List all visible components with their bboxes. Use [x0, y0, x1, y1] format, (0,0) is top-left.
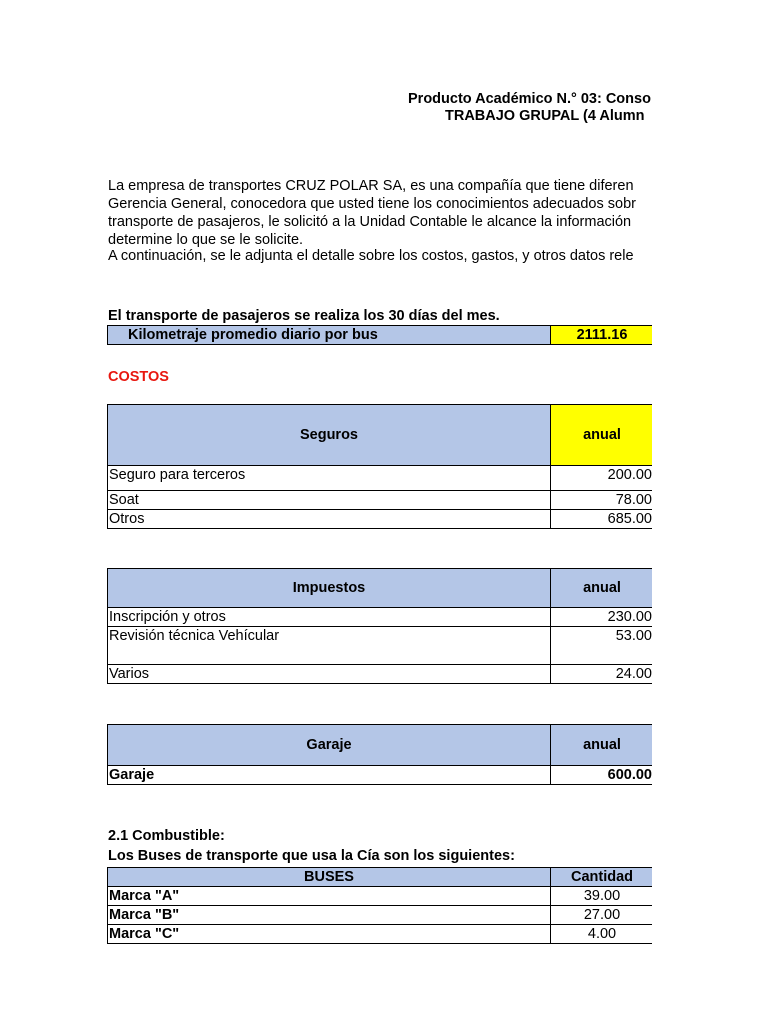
intro-line-1: La empresa de transportes CRUZ POLAR SA, es una compañía que tiene diferen: [108, 178, 634, 194]
fuel-heading: 2.1 Combustible:: [108, 828, 225, 844]
garaje-row-label: Garaje: [108, 766, 551, 785]
seguros-row-value: 78.00: [551, 491, 653, 510]
seguros-row-value: 685.00: [551, 510, 653, 529]
impuestos-table: [107, 568, 652, 684]
impuestos-row-value: 53.00: [551, 627, 653, 665]
seguros-row-label: Otros: [108, 510, 551, 529]
seguros-row-label: Soat: [108, 491, 551, 510]
seguros-header: Seguros: [108, 405, 551, 466]
bus-quantity: 4.00: [551, 925, 653, 944]
impuestos-row-value: 24.00: [551, 665, 653, 684]
bus-brand-label: Marca "B": [108, 906, 551, 925]
bus-brand-label: Marca "A": [108, 887, 551, 906]
impuestos-row-label: Varios: [108, 665, 551, 684]
km-value: 2111.16: [551, 326, 653, 345]
seguros-table: [107, 404, 652, 529]
transport-note: El transporte de pasajeros se realiza los 30 días del mes.: [108, 308, 500, 324]
bus-brand-label: Marca "C": [108, 925, 551, 944]
fuel-subheading: Los Buses de transporte que usa la Cía son los siguientes:: [108, 848, 515, 864]
intro-line-4: determine lo que se le solicite.: [108, 232, 304, 248]
seguros-row-label: Seguro para terceros: [108, 466, 551, 491]
bus-quantity: 27.00: [551, 906, 653, 925]
document-title: Producto Académico N.° 03: Conso: [408, 91, 651, 107]
km-table: [107, 325, 652, 345]
quantity-col-header: Cantidad: [551, 868, 653, 887]
intro-line-5: A continuación, se le adjunta el detalle sobre los costos, gastos, y otros datos rele: [108, 248, 634, 264]
buses-col-header: BUSES: [108, 868, 551, 887]
km-label: Kilometraje promedio diario por bus: [108, 326, 551, 345]
garaje-period: anual: [551, 725, 653, 766]
impuestos-row-label: Inscripción y otros: [108, 608, 551, 627]
impuestos-row-label: Revisión técnica Vehícular: [108, 627, 551, 665]
impuestos-row-value: 230.00: [551, 608, 653, 627]
bus-quantity: 39.00: [551, 887, 653, 906]
intro-line-2: Gerencia General, conocedora que usted tiene los conocimientos adecuados sobr: [108, 196, 636, 212]
seguros-row-value: 200.00: [551, 466, 653, 491]
intro-line-3: transporte de pasajeros, le solicitó a la Unidad Contable le alcance la información: [108, 214, 632, 230]
buses-table: [107, 867, 652, 944]
impuestos-period: anual: [551, 569, 653, 608]
costs-heading: COSTOS: [108, 369, 169, 385]
garaje-header: Garaje: [108, 725, 551, 766]
document-subtitle: TRABAJO GRUPAL (4 Alumn: [445, 108, 645, 124]
garaje-row-value: 600.00: [551, 766, 653, 785]
seguros-period: anual: [551, 405, 653, 466]
impuestos-header: Impuestos: [108, 569, 551, 608]
garaje-table: [107, 724, 652, 785]
